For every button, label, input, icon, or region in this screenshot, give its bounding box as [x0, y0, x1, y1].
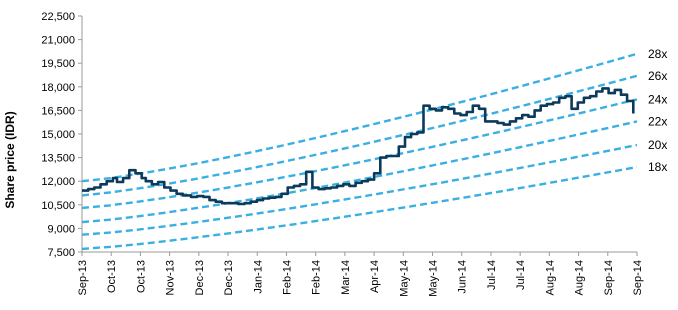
- x-tick-label: Oct-13: [106, 260, 119, 294]
- pe-band-line: [82, 121, 637, 222]
- y-tick-label: 13,500: [41, 152, 75, 165]
- y-axis-title: Share price (IDR): [3, 111, 17, 209]
- x-tick-label: Sep-14: [602, 260, 615, 296]
- y-tick-label: 12,000: [41, 176, 75, 189]
- x-tick-label: Oct-13: [135, 260, 148, 294]
- pe-band-label: 26x: [648, 68, 668, 83]
- x-tick-label: May-14: [427, 260, 440, 297]
- y-tick-label: 22,500: [41, 11, 75, 23]
- pe-band-line: [82, 76, 637, 196]
- x-tick-label: Feb-14: [310, 260, 323, 295]
- x-tick-label: Dec-13: [223, 260, 236, 296]
- x-tick-label: Aug-14: [544, 260, 557, 296]
- pe-bands: [82, 54, 637, 249]
- pe-band-label: 28x: [648, 46, 668, 61]
- pe-band-line: [82, 99, 637, 207]
- y-tick-label: 7,500: [47, 247, 75, 259]
- y-tick-label: 16,500: [41, 105, 75, 118]
- pe-band-label: 20x: [648, 138, 668, 153]
- x-tick-label: Jun-14: [456, 260, 469, 294]
- x-tick-label: Jul-14: [515, 260, 528, 290]
- x-tick-label: Aug-14: [573, 260, 586, 296]
- y-tick-label: 21,000: [41, 34, 75, 47]
- x-tick-label: May-14: [398, 260, 411, 297]
- x-tick-label: Feb-14: [281, 260, 294, 295]
- x-tick-label: Apr-14: [369, 260, 382, 294]
- y-tick-label: 15,000: [41, 129, 75, 141]
- x-tick-label: Dec-13: [193, 260, 206, 296]
- y-tick-label: 18,000: [41, 81, 75, 94]
- x-tick-label: Sep-14: [632, 260, 644, 296]
- pe-band-label: 24x: [648, 92, 668, 107]
- x-tick-label: Jan-14: [252, 260, 265, 294]
- pe-band-label: 22x: [648, 114, 668, 129]
- pe-band-labels: [648, 47, 667, 174]
- x-tick-label: Sep-13: [77, 260, 89, 296]
- x-axis: [77, 252, 644, 297]
- x-tick-label: Mar-14: [339, 260, 352, 295]
- pe-band-label: 18x: [648, 160, 668, 175]
- pe-band-line: [82, 145, 637, 235]
- x-tick-label: Jul-14: [485, 260, 498, 290]
- y-tick-label: 19,500: [41, 58, 75, 71]
- y-tick-label: 10,500: [41, 199, 75, 212]
- x-tick-label: Nov-13: [164, 260, 177, 296]
- y-axis: [41, 11, 82, 259]
- y-tick-label: 9,000: [47, 223, 75, 236]
